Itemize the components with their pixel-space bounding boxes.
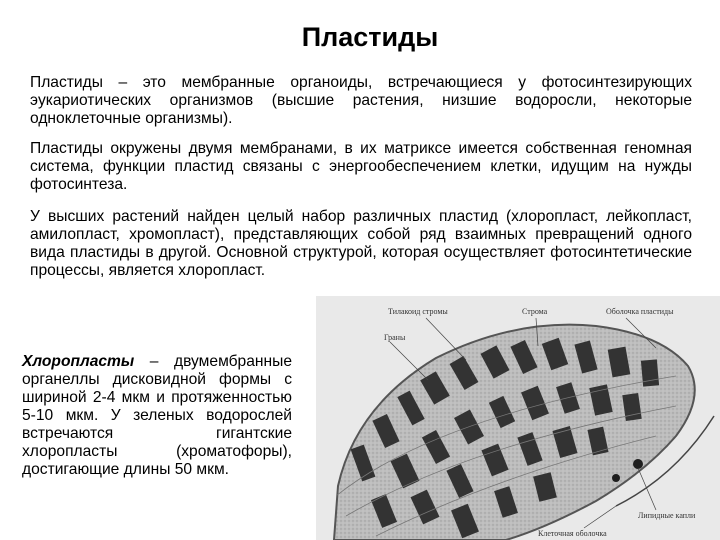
- paragraph-membranes: Пластиды окружены двумя мембранами, в их матриксе имеется собственная геномная система, функции пластид связаны с энергообеспечением клетки, идущим на нужды фотосинтеза.: [30, 140, 692, 193]
- lipid-droplet: [633, 459, 643, 469]
- label-grana: Граны: [384, 333, 406, 342]
- label-stroma: Строма: [522, 307, 548, 316]
- micrograph-svg: [316, 296, 720, 540]
- label-lipid: Липидные капли: [638, 511, 696, 520]
- page-title: [0, 22, 720, 53]
- chloroplast-text: – двумембранные органеллы дисковидной формы с шириной 2-4 мкм и протяженностью 5-10 мкм. У зеленых водорослей встречаются гигантские хлоропласты (хроматофоры), достигающие длины 50 мкм.: [22, 353, 292, 478]
- paragraph-definition: Пластиды – это мембранные органоиды, встречающиеся у фотосинтезирующих эукариотических организмов (высшие растения, низшие водоросли, некоторые одноклеточные организмы).: [30, 74, 692, 127]
- paragraph-plastid-types: У высших растений найден целый набор различных пластид (хлоропласт, лейкопласт, амилопласт, хромопласт), представляющих собой ряд взаимных превращений одного вида пластиды в другой. Основной структурой, которая осуществляет фотосинтетические процессы, является хлоропласт.: [30, 208, 692, 279]
- page-title-text: Пластиды: [301, 22, 439, 52]
- chloroplast-description: [22, 353, 292, 479]
- lipid-droplet: [612, 474, 620, 482]
- chloroplast-term: Хлоропласты: [22, 353, 135, 370]
- label-thylakoid: Тилакоид стромы: [388, 307, 448, 316]
- label-envelope: Оболочка пластиды: [606, 307, 674, 316]
- label-cellwall: Клеточная оболочка: [538, 529, 607, 538]
- chloroplast-micrograph: [316, 296, 720, 540]
